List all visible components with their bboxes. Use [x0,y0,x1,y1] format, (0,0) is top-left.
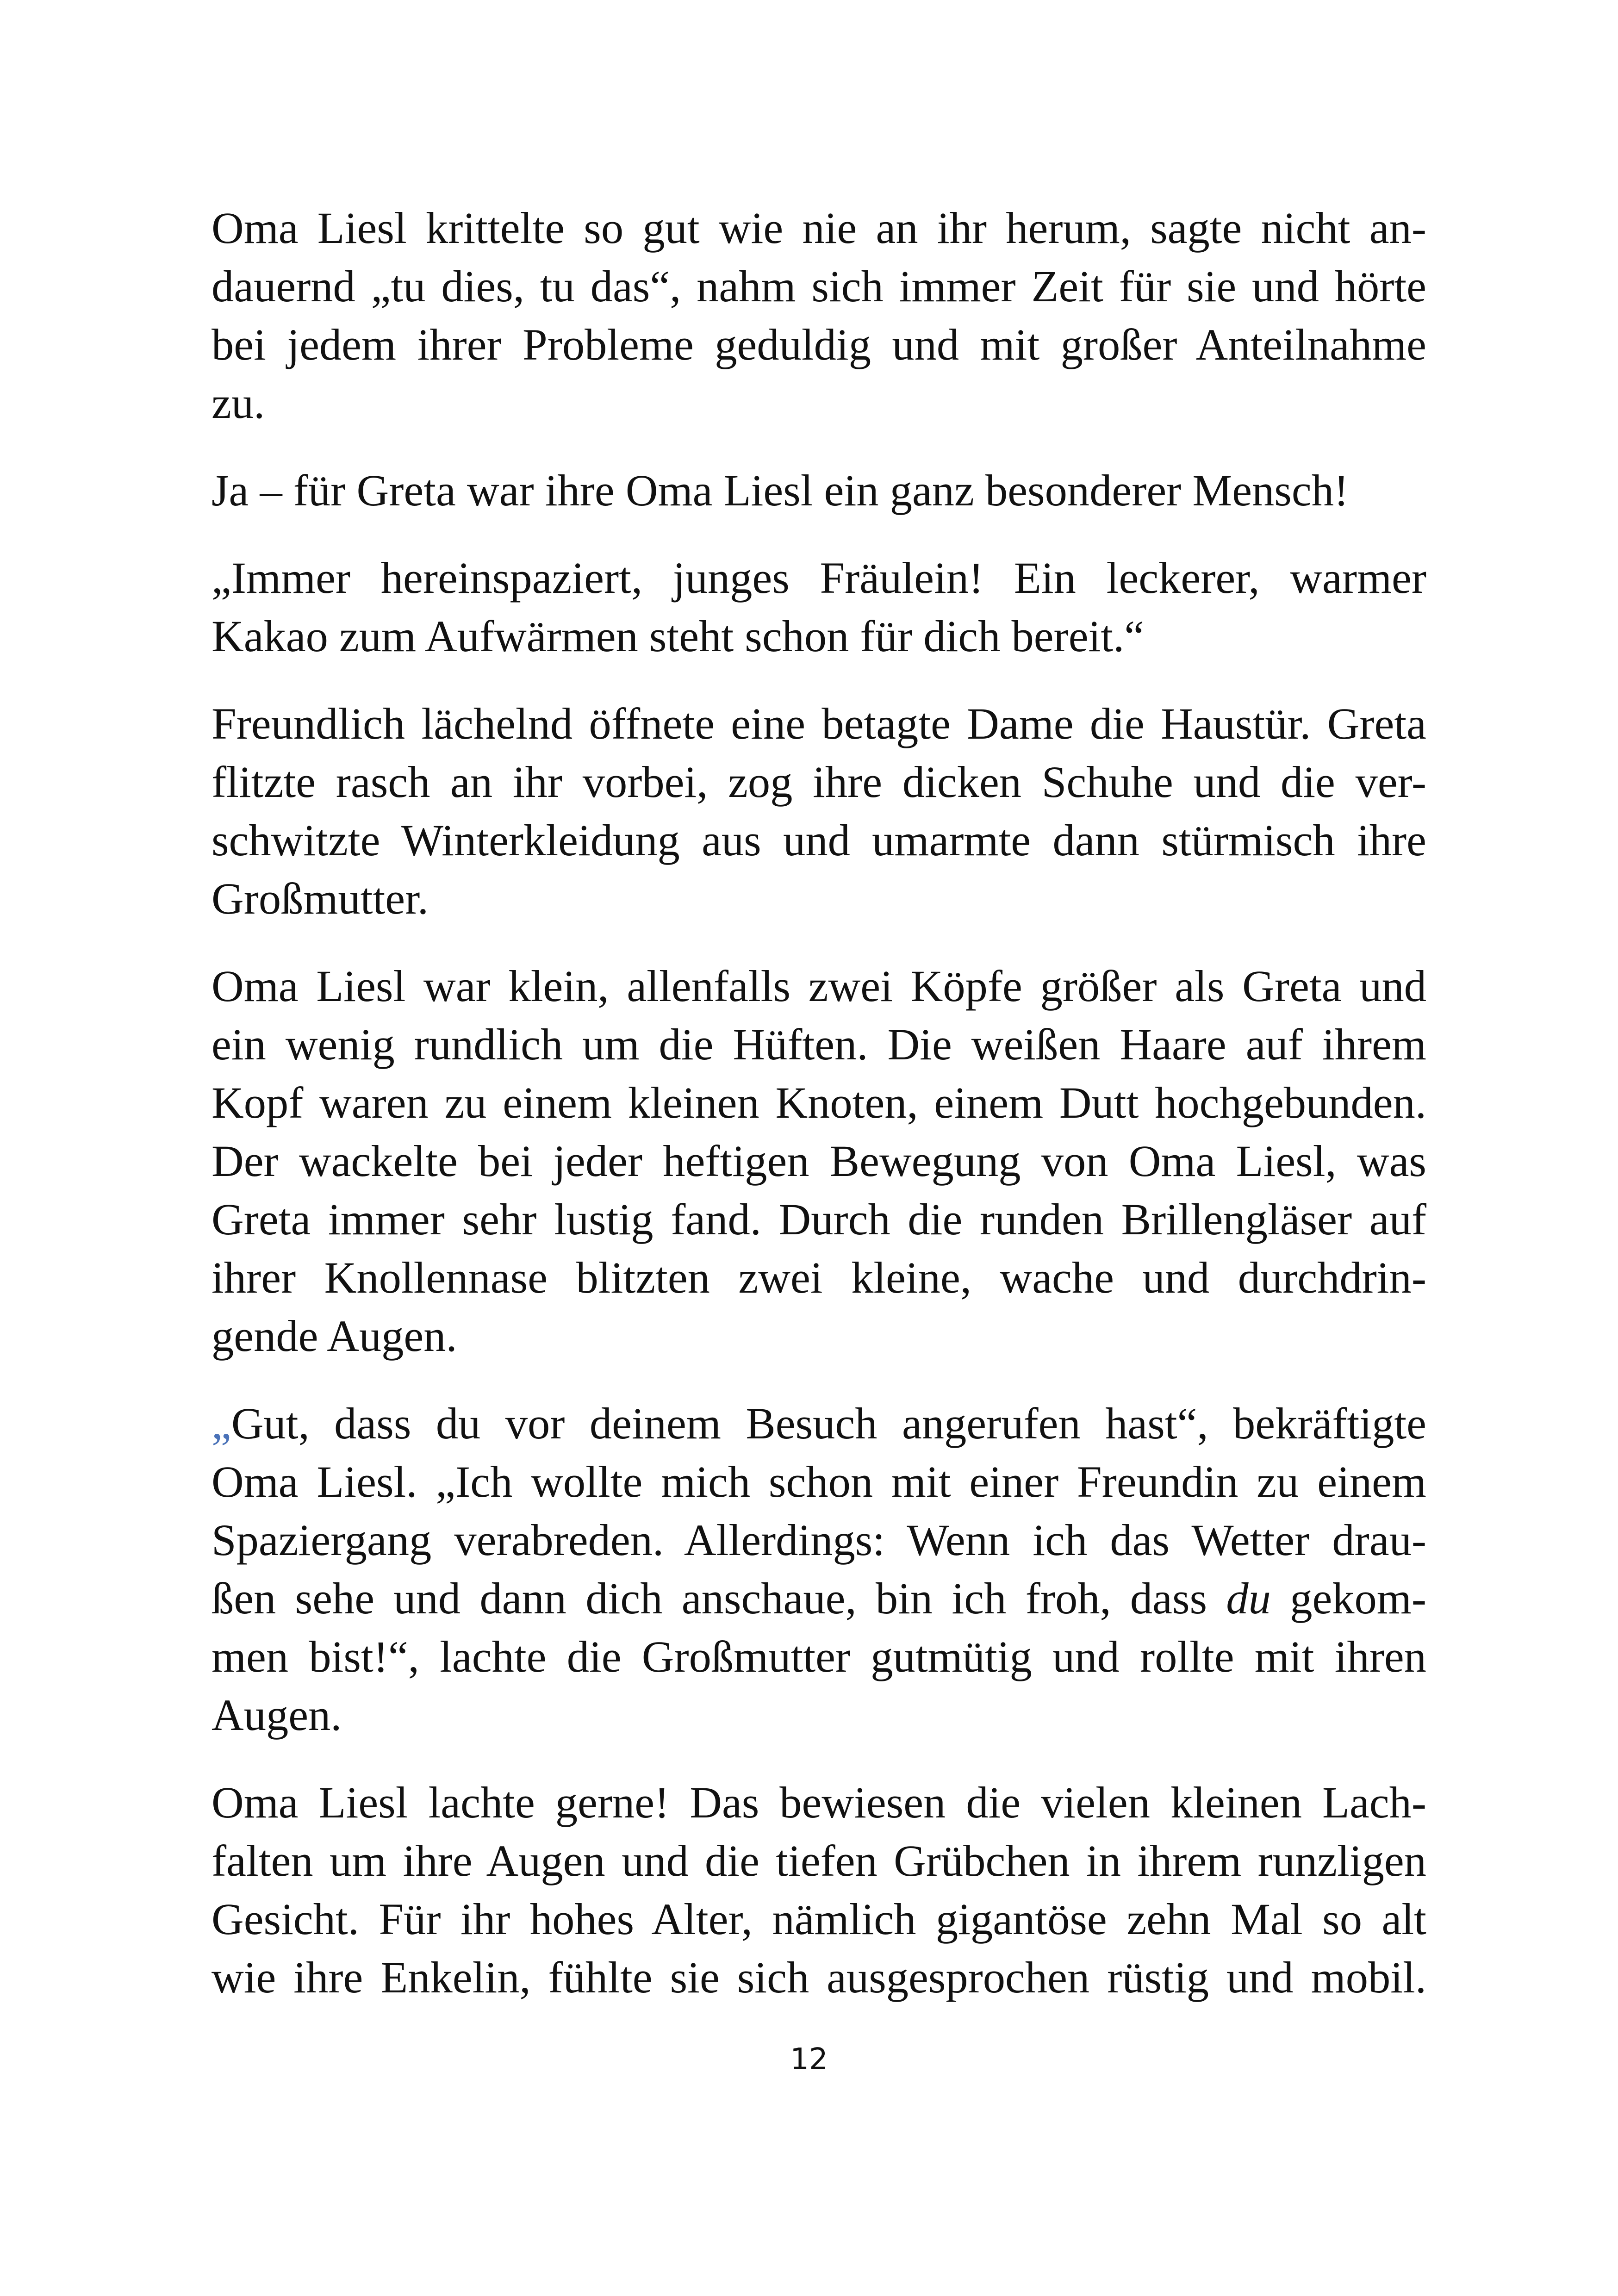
text-line: Oma Liesl war klein, allenfalls zwei Köpfe größer als Greta und [212,961,1426,1011]
text-fragment: ßen sehe und dann dich anschaue, bin ich froh, dass [212,1574,1226,1623]
page-number: 12 [790,2042,828,2077]
text-line: zu. [212,378,265,428]
opening-quote-mark: „ [212,1399,231,1448]
body-text [212,199,1426,2036]
text-line: Der wackelte bei jeder heftigen Bewegung von Oma Liesl, was [212,1136,1426,1186]
text-line: ein wenig rundlich um die Hüften. Die weißen Haare auf ihrem [212,1020,1426,1069]
text-line: Freundlich lächelnd öffnete eine betagte Dame die Haustür. Greta [212,699,1426,748]
paragraph-2 [212,461,1426,520]
text-line: men bist!“, lachte die Großmutter gutmütig und rollte mit ihren [212,1632,1426,1681]
text-fragment: gekom- [1270,1574,1426,1623]
text-line: Gesicht. Für ihr hohes Alter, nämlich gigantöse zehn Mal so alt [212,1894,1426,1944]
text-line: Oma Liesl krittelte so gut wie nie an ihr herum, sagte nicht an- [212,203,1426,253]
text-line: Großmutter. [212,874,429,923]
text-line: falten um ihre Augen und die tiefen Grübchen in ihrem runzligen [212,1836,1426,1885]
text-line: Augen. [212,1690,342,1740]
paragraph-3 [212,549,1426,666]
text-line: Oma Liesl. „Ich wollte mich schon mit einer Freundin zu einem [212,1457,1426,1506]
text-line: Oma Liesl lachte gerne! Das bewiesen die vielen kleinen Lach- [212,1778,1426,1827]
text-line: Kopf waren zu einem kleinen Knoten, einem Dutt hochgebunden. [212,1078,1426,1127]
paragraph-4 [212,695,1426,928]
text-fragment: Gut, dass du vor deinem Besuch angerufen hast“, bekräftigte [231,1399,1426,1448]
text-line: „Immer hereinspaziert, junges Fräulein! Ein leckerer, warmer [212,553,1426,603]
paragraph-5 [212,957,1426,1365]
text-line: gende Augen. [212,1311,457,1361]
text-line: Ja – für Greta war ihre Oma Liesl ein ganz besonderer Mensch! [212,466,1349,515]
paragraph-7 [212,1773,1426,2007]
text-line: Spaziergang verabreden. Allerdings: Wenn ich das Wetter drau- [212,1515,1426,1565]
text-line: flitzte rasch an ihr vorbei, zog ihre dicken Schuhe und die ver- [212,757,1426,807]
text-line: bei jedem ihrer Probleme geduldig und mit großer Anteilnahme [212,320,1426,369]
paragraph-1 [212,199,1426,432]
italic-emphasis: du [1226,1574,1271,1623]
paragraph-6 [212,1394,1426,1744]
text-line: wie ihre Enkelin, fühlte sie sich ausgesprochen rüstig und mobil. [212,1953,1426,2002]
text-line: Greta immer sehr lustig fand. Durch die runden Brillengläser auf [212,1195,1426,1244]
text-line: Kakao zum Aufwärmen steht schon für dich bereit.“ [212,611,1145,661]
text-line: dauernd „tu dies, tu das“, nahm sich immer Zeit für sie und hörte [212,261,1426,311]
text-line: schwitzte Winterkleidung aus und umarmte dann stürmisch ihre [212,815,1426,865]
text-line [212,1394,1426,1453]
text-line: ihrer Knollennase blitzten zwei kleine, wache und durchdrin- [212,1253,1426,1302]
text-line [212,1569,1426,1628]
